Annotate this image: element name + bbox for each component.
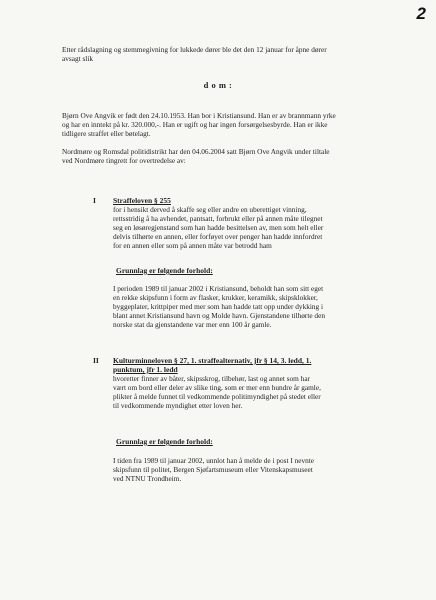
section-2-grounds-line: I tiden fra 1989 til januar 2002, unnlot han å melde de i post I nevnte bbox=[113, 456, 315, 465]
section-2-body-line: til vedkommende myndighet etter loven her. bbox=[113, 401, 243, 410]
person-line: Bjørn Ove Angvik er født den 24.10.1953. Han bor i Kristiansund. Han er av brannmann yrke bbox=[62, 111, 336, 120]
section-2-numeral: II bbox=[93, 356, 99, 365]
section-1-grounds-heading: Grunnlag er følgende forhold: bbox=[116, 266, 213, 275]
person-line: tidligere straffet eller bøtelagt. bbox=[62, 129, 151, 138]
intro-line: Etter rådslagning og stemmegivning for lukkede dører ble det den 12 januar for åpne dører bbox=[62, 45, 327, 54]
section-2-body-line: hvoretter finner av båter, skipsskrog, tilbehør, last og annet som har bbox=[113, 374, 310, 383]
page-number: 2 bbox=[416, 4, 426, 23]
section-2-title-line: Kulturminneloven § 27, 1. straffealternativ, jfr § 14, 3. ledd, 1. bbox=[113, 356, 312, 365]
section-1-body-line: rettsstridig å ha avhendet, pantsatt, forbrukt eller på annen måte tilegnet bbox=[113, 214, 323, 223]
section-1-grounds-body bbox=[113, 284, 325, 329]
section-1-body-line: for i hensikt derved å skaffe seg eller andre en uberettiget vinning, bbox=[113, 205, 307, 214]
section-1-body-line: for en annen eller som på annen måte var betrodd ham bbox=[113, 241, 272, 250]
section-2-grounds-line: skipsfunn til politet, Bergen Sjøfartsmuseum eller Vitenskapsmuseet bbox=[113, 465, 313, 474]
section-1-body bbox=[113, 205, 323, 250]
section-2-grounds-body bbox=[113, 456, 314, 483]
charge-intro-line: ved Nordmøre tingrett for overtredelse av: bbox=[62, 156, 186, 165]
section-2-grounds-line: ved NTNU Trondheim. bbox=[113, 474, 182, 483]
dom-heading: d o m : bbox=[203, 80, 233, 90]
section-2-title-line: punktum, jfr 1. ledd bbox=[113, 365, 178, 374]
section-2-grounds-heading: Grunnlag er følgende forhold: bbox=[116, 437, 213, 446]
section-2-body-line: vært om bord eller deler av slike ting, som er mer enn hundre år gamle, bbox=[113, 383, 321, 392]
section-2-body-line: plikter å melde funnet til vedkommende politimyndighet på stedet eller bbox=[113, 392, 321, 401]
intro-line: avsagt slik bbox=[62, 54, 94, 63]
charge-intro-line: Nordmøre og Romsdal politidistrikt har den 04.06.2004 satt Bjørn Ove Angvik under tiltale bbox=[62, 147, 330, 156]
section-2-body bbox=[113, 374, 321, 410]
section-1-title: Straffeloven § 255 bbox=[113, 196, 171, 205]
section-1-numeral: I bbox=[93, 196, 96, 205]
section-1-grounds-line: byggeplater, krittpiper med mer som han hadde tatt opp under dykking i bbox=[113, 302, 324, 311]
section-1-grounds-line: norske stat da gjenstandene var mer enn 100 år gamle. bbox=[113, 320, 272, 329]
section-2-title bbox=[113, 356, 311, 374]
section-1-body-line: delvis tilhørte en annen, eller forføyet over penger han hadde innfordret bbox=[113, 232, 323, 241]
section-1-body-line: seg en løsøregjenstand som han hadde besittelsen av, men som helt eller bbox=[113, 223, 324, 232]
person-line: og har en inntekt på kr. 320.000,-. Han er ugift og har ingen forsørgelsesbyrde. Han er ikke bbox=[62, 120, 328, 129]
section-1-grounds-line: en rekke skipsfunn i form av flasker, krukker, keramikk, skipsklokker, bbox=[113, 293, 318, 302]
section-1-grounds-line: blant annet Kristiansund havn og Molde havn. Gjenstandene tilhørte den bbox=[113, 311, 325, 320]
section-1-grounds-line: I perioden 1989 til januar 2002 i Kristiansund, beholdt han som sitt eget bbox=[113, 284, 324, 293]
